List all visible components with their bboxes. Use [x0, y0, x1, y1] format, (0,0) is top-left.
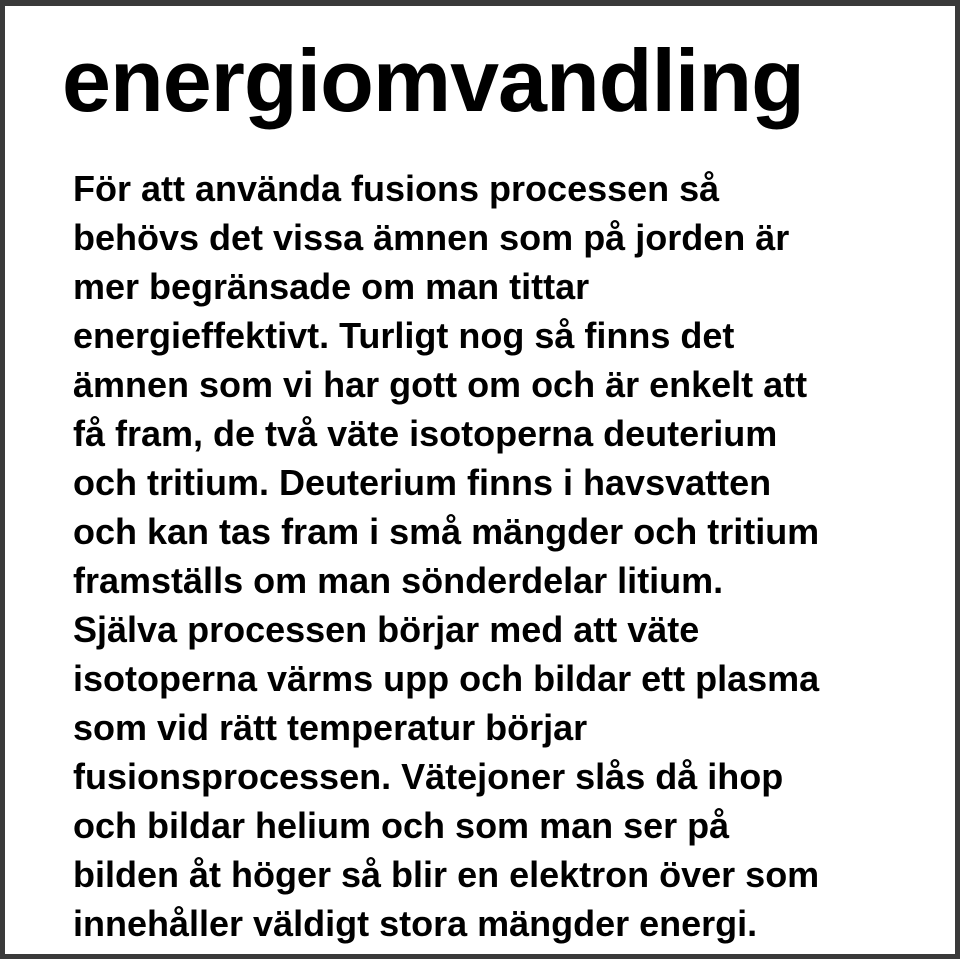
text-line: och tritium. Deuterium finns i havsvatten [73, 462, 772, 503]
text-line: och bildar helium och som man ser på [73, 805, 730, 846]
page-title: energiomvandling [62, 31, 804, 130]
text-line: För att använda fusions processen så [73, 168, 720, 209]
text-line: Själva processen börjar med att väte [73, 609, 700, 650]
text-line: framställs om man sönderdelar litium. [73, 560, 724, 601]
text-line: och kan tas fram i små mängder och tritium [73, 511, 820, 552]
text-line: energieffektivt. Turligt nog så finns det [73, 315, 735, 356]
text-line: behövs det vissa ämnen som på jorden är [73, 217, 790, 258]
text-line: ämnen som vi har gott om och är enkelt att [73, 364, 808, 405]
text-line: innehåller väldigt stora mängder energi. [73, 903, 758, 944]
text-line: bilden åt höger så blir en elektron över som [73, 854, 820, 895]
body-paragraph [73, 164, 933, 948]
text-line: få fram, de två väte isotoperna deuterium [73, 413, 778, 454]
text-line: fusionsprocessen. Vätejoner slås då ihop [73, 756, 784, 797]
text-line: isotoperna värms upp och bildar ett plasma [73, 658, 820, 699]
text-line: mer begränsade om man tittar [73, 266, 590, 307]
text-line: som vid rätt temperatur börjar [73, 707, 588, 748]
